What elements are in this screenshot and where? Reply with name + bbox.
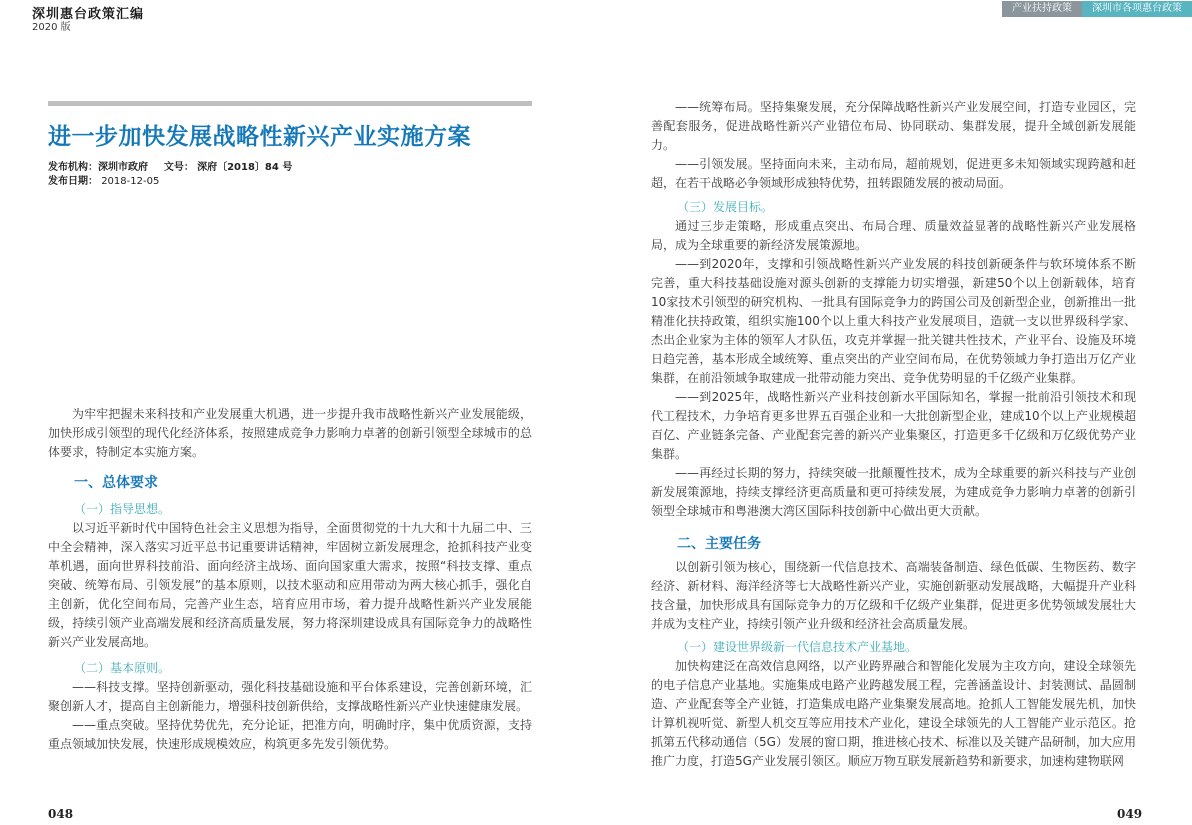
section-heading-requirements: 一、总体要求 <box>74 475 158 491</box>
document-title: 进一步加快发展战略性新兴产业实施方案 <box>48 124 471 150</box>
goal-2025: ——到2025年，战略性新兴产业科技创新水平国际知名，掌握一批前沿引领技术和现代工程技术，力争培育更多世界五百强企业和一大批创新型企业，建成10个以上产业规模超百亿、产业链条完备、产业配套完善的新兴产业集聚区，打造更多千亿级和万亿级优势产业集群。 <box>651 390 1136 461</box>
title-rule <box>48 101 532 106</box>
tasks-paragraph: 以创新引领为核心，围绕新一代信息技术、高端装备制造、绿色低碳、生物医药、数字经济、新材料、海洋经济等七大战略性新兴产业，实施创新驱动发展战略，大幅提升产业科技含量，加快形成具有国际竞争力的万亿级和千亿级产业集群，促进更多优势领域发展壮大并成为支柱产业，持续引领产业升级和经济社会高质量发展。 <box>651 560 1136 631</box>
right-column <box>651 98 1136 771</box>
page-number-right: 049 <box>1117 807 1143 821</box>
goals-paragraph: 通过三步走策略，形成重点突出、布局合理、质量效益显著的战略性新兴产业发展格局，成为全球重要的新经济发展策源地。 <box>651 219 1136 252</box>
doc-no-label: 文号： <box>163 162 194 173</box>
book-edition: 2020 版 <box>32 22 71 33</box>
page-number-left: 048 <box>48 807 74 821</box>
guiding-paragraph: 以习近平新时代中国特色社会主义思想为指导，全面贯彻党的十九大和十九届二中、三中全会精神，深入落实习近平总书记重要讲话精神，牢固树立新发展理念，抢抓科技产业变革机遇，面向世界科技前沿、面向经济主战场、面向国家重大需求，按照“科技支撑、重点突破、统筹布局、引领发展”的基本原则，以技术驱动和应用带动为两大核心抓手，强化自主创新，优化空间布局，完善产业生态，培育应用市场，着力提升战略性新兴产业发展能级，持续引领产业高端发展和经济高质量发展，努力将深圳建设成具有国际竞争力的战略性新兴产业发展高地。 <box>48 521 532 649</box>
intro-paragraph: 为牢牢把握未来科技和产业发展重大机遇，进一步提升我市战略性新兴产业发展能级，加快形成引领型的现代化经济体系，按照建成竞争力影响力卓著的创新引领型全球城市的总体要求，特制定本实施方案。 <box>48 407 532 459</box>
issuer-label: 发布机构： <box>48 162 98 173</box>
subheading-principles: （二）基本原则。 <box>74 661 171 675</box>
subheading-goals: （三）发展目标。 <box>677 200 774 214</box>
subheading-it-base: （一）建设世界级新一代信息技术产业基地。 <box>677 640 918 654</box>
book-title: 深圳惠台政策汇编 <box>32 7 145 22</box>
goal-long-term: ——再经过长期的努力，持续突破一批颠覆性技术，成为全球重要的新兴科技与产业创新发展策源地，持续支撑经济更高质量和更可持续发展，为建成竞争力影响力卓著的创新引领型全球城市和粤港澳大湾区国际科技创新中心做出更大贡献。 <box>651 466 1136 518</box>
it-base-paragraph: 加快构建泛在高效信息网络，以产业跨界融合和智能化发展为主攻方向，建设全球领先的电子信息产业基地。实施集成电路产业跨越发展工程，完善涵盖设计、封装测试、晶圆制造、产业配套等全产业链，打造集成电路产业集聚发展高地。抢抓人工智能发展先机，加快计算机视听觉、新型人机交互等应用技术产业化，建设全球领先的人工智能产业示范区。抢抓第五代移动通信（5G）发展的窗口期，推进核心技术、标准以及关键产品研制，加大应用推广力度，打造5G产业发展引领区。顺应万物互联发展新趋势和新要求，加速构建物联网 <box>651 659 1136 768</box>
principle-key-breakthrough: ——重点突破。坚持优势优先，充分论证，把准方向，明确时序，集中优质资源，支持重点领域加快发展，快速形成规模效应，构筑更多先发引领优势。 <box>48 718 532 751</box>
issuer: 深圳市政府 <box>98 162 148 173</box>
left-column <box>48 405 532 754</box>
principle-leading-development: ——引领发展。坚持面向未来，主动布局，超前规划，促进更多未知领域实现跨越和赶超，在若干战略必争领域形成独特优势，扭转跟随发展的被动局面。 <box>651 157 1136 190</box>
doc-no: 深府〔2018〕84 号 <box>197 162 293 173</box>
section-heading-tasks: 二、主要任务 <box>677 536 761 552</box>
publish-date: 2018-12-05 <box>101 176 160 187</box>
principle-tech-support: ——科技支撑。坚持创新驱动，强化科技基础设施和平台体系建设，完善创新环境，汇聚创新人才，提高自主创新能力，增强科技创新供给，支撑战略性新兴产业快速健康发展。 <box>48 680 532 713</box>
subheading-guiding: （一）指导思想。 <box>74 502 171 516</box>
principle-coordinated-layout: ——统筹布局。坚持集聚发展，充分保障战略性新兴产业发展空间，打造专业园区，完善配套服务，促进战略性新兴产业错位布局、协同联动、集群发展，提升全域创新发展能力。 <box>651 100 1136 152</box>
date-label: 发布日期： <box>48 176 98 187</box>
tab-industry-support: 产业扶持政策 <box>1002 1 1082 17</box>
tab-shenzhen-policies: 深圳市各项惠台政策 <box>1082 1 1192 17</box>
document-issuer-line <box>48 158 292 173</box>
document-date-line <box>48 172 159 187</box>
goal-2020: ——到2020年，支撑和引领战略性新兴产业发展的科技创新硬条件与软环境体系不断完善，重大科技基础设施对源头创新的支撑能力切实增强，新建50个以上创新载体，培育10家技术引领型的研究机构、一批具有国际竞争力的跨国公司及创新型企业，创新推出一批精准化扶持政策，组织实施100个以上重大科技产业发展项目，造就一支以世界级科学家、杰出企业家为主体的领军人才队伍，攻克并掌握一批关键共性技术，产业平台、设施及环境日趋完善，基本形成全域统筹、重点突出的产业空间布局，在优势领域力争打造出万亿产业集群，在前沿领域争取建成一批带动能力突出、竞争优势明显的千亿级产业集群。 <box>651 257 1136 385</box>
category-tabs <box>1002 1 1192 17</box>
